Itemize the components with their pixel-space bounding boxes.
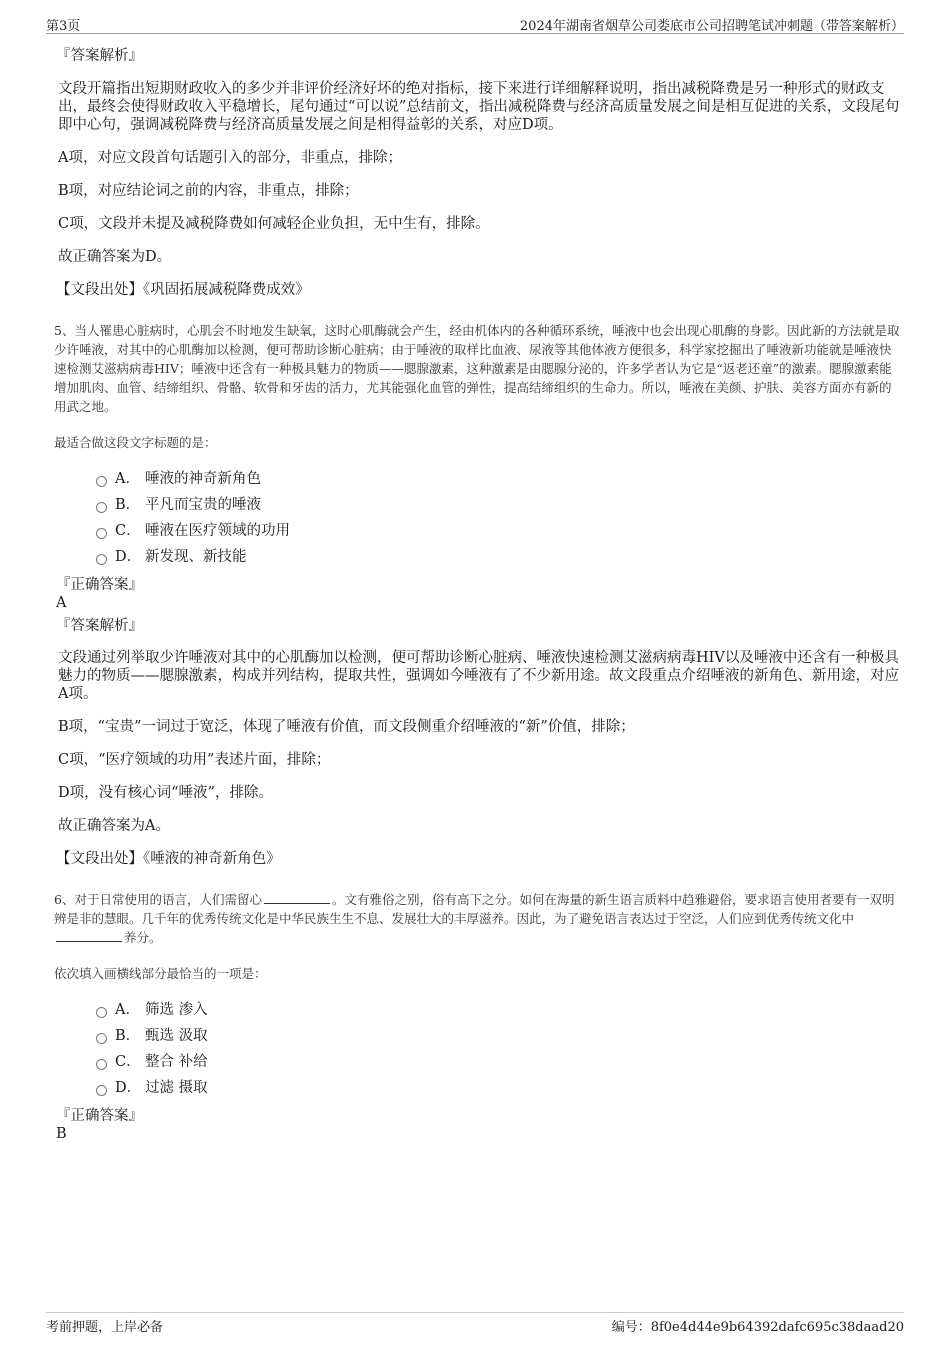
q6-prompt: 依次填入画横线部分最恰当的一项是： [54,966,267,981]
q6-option-a[interactable]: A． 筛选 渗入 [96,997,900,1023]
q6-text: 6、对于日常使用的语言，人们需留心 。文有雅俗之别，俗有高下之分。如何在海量的新生语言质料中趋雅避俗，要求语言使用者要有一双明辨是非的慧眼。几千年的优秀传统文化是中华民族生生不息、发展壮大的丰厚滋养。因此，为了避免语言表达过于空泛，人们应到优秀传统文化中养分。 [54,892,895,945]
radio-button[interactable] [96,476,107,487]
fill-blank [56,929,122,942]
q5-conclusion: 故正确答案为A。 [58,818,170,834]
radio-button[interactable] [96,502,107,513]
document-body [54,46,900,1143]
q5-option-c-note: C项，“医疗领域的功用”表述片面，排除； [58,752,331,768]
q6-option-b[interactable]: B． 甄选 汲取 [96,1023,900,1049]
q5-analysis-text: 文段通过列举取少许唾液对其中的心肌酶加以检测，便可帮助诊断心脏病、唾液快速检测艾滋病病毒HIV以及唾液中还含有一种极具魅力的物质——腮腺激素，构成并列结构，提取共性，强调如今唾液有了不少新用途。故文段重点介绍唾液的新角色、新用途，对应A项。 [58,650,899,702]
q5-text: 5、当人罹患心脏病时，心肌会不时地发生缺氧，这时心肌酶就会产生，经由机体内的各种循环系统，唾液中也会出现心肌酶的身影。因此新的方法就是取少许唾液，对其中的心肌酶加以检测，便可帮助诊断心脏病；由于唾液的取样比血液、尿液等其他体液方便很多，科学家挖掘出了唾液新功能就是唾液快速检测艾滋病病毒HIV；唾液中还含有一种极具魅力的物质——腮腺激素，这种激素是由腮腺分泌的，许多学者认为它是“返老还童”的激素。腮腺激素能增加肌肉、血管、结缔组织、骨骼、软骨和牙齿的活力，尤其能强化血管的弹性，提高结缔组织的生命力。所以，唾液在美颜、护肤、美容方面亦有新的用武之地。 [54,323,900,414]
q5-answer: A [56,595,67,611]
fill-blank [264,891,330,904]
page-number: 第3页 [46,19,81,34]
page-header [46,14,904,34]
q5-options [96,466,900,570]
q5-source: 【文段出处】《唾液的神奇新角色》 [56,851,281,867]
footer-slogan: 考前押题，上岸必备 [46,1320,164,1335]
q6-answer: B [56,1126,67,1142]
q4-conclusion: 故正确答案为D。 [58,249,172,265]
q6-option-d[interactable]: D． 过滤 摄取 [96,1075,900,1101]
page-footer [46,1312,904,1334]
radio-button[interactable] [96,528,107,539]
q4-analysis-label: 『答案解析』 [56,48,143,64]
q5-answer-label: 『正确答案』 [56,577,143,593]
q4-option-b-note: B项，对应结论词之前的内容，非重点，排除； [58,183,359,199]
q4-analysis-text: 文段开篇指出短期财政收入的多少并非评价经济好坏的绝对指标，接下来进行详细解释说明，指出减税降费是另一种形式的财政支出，最终会使得财政收入平稳增长，尾句通过“可以说”总结前文，指出减税降费与经济高质量发展之间是相互促进的关系，文段尾句即中心句，强调减税降费与经济高质量发展之间是相得益彰的关系，对应D项。 [58,81,900,133]
radio-button[interactable] [96,1059,107,1070]
radio-button[interactable] [96,1033,107,1044]
q5-option-a[interactable]: A． 唾液的神奇新角色 [96,466,900,492]
q5-option-b[interactable]: B． 平凡而宝贵的唾液 [96,492,900,518]
q5-analysis-label: 『答案解析』 [56,618,143,634]
q5-option-b-note: B项，“宝贵”一词过于宽泛，体现了唾液有价值，而文段侧重介绍唾液的“新”价值，排除； [58,719,635,735]
q6-options [96,997,900,1101]
q6-answer-label: 『正确答案』 [56,1108,143,1124]
q6-option-c[interactable]: C． 整合 补给 [96,1049,900,1075]
q5-option-d-note: D项，没有核心词“唾液”，排除。 [58,785,273,801]
document-title: 2024年湖南省烟草公司娄底市公司招聘笔试冲刺题（带答案解析） [519,19,904,34]
q4-source: 【文段出处】《巩固拓展减税降费成效》 [56,282,310,298]
radio-button[interactable] [96,1007,107,1018]
q5-option-d[interactable]: D． 新发现、新技能 [96,544,900,570]
q5-prompt: 最适合做这段文字标题的是： [54,435,217,450]
radio-button[interactable] [96,1085,107,1096]
q4-option-a-note: A项，对应文段首句话题引入的部分，非重点，排除； [58,150,402,166]
q5-option-c[interactable]: C． 唾液在医疗领域的功用 [96,518,900,544]
document-id: 编号：8f0e4d44e9b64392dafc695c38daad20 [611,1320,904,1335]
radio-button[interactable] [96,554,107,565]
q4-option-c-note: C项，文段并未提及减税降费如何减轻企业负担，无中生有，排除。 [58,216,490,232]
